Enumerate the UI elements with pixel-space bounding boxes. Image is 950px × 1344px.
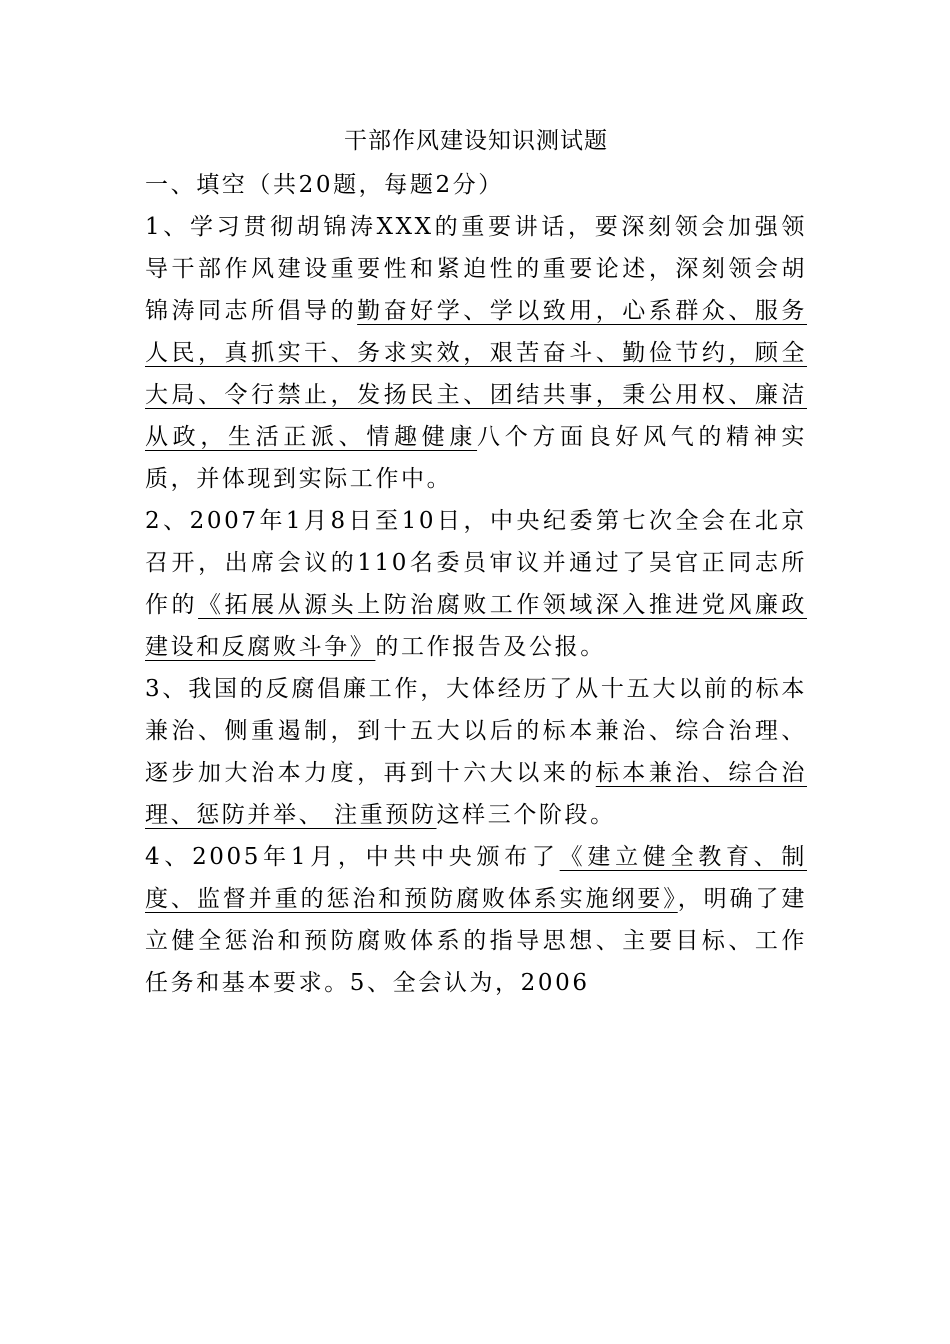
q4-text-before: 4、2005年1月，中共中央颁布了 [145, 844, 560, 870]
document-page [145, 122, 807, 1004]
question-1 [145, 206, 807, 500]
q2-answer: 《拓展从源头上防治腐败工作领域深入推进党风廉政建设和反腐败斗争》 [145, 592, 807, 660]
question-4 [145, 836, 807, 1004]
question-3 [145, 668, 807, 836]
q3-answer: 标本兼治、综合治理、惩防并举、 注重预防 [145, 760, 807, 828]
q2-text-before: 2、2007年1月8日至10日，中央纪委第七次全会在北京召开，出席会议的110名委员审议并通过了吴官正同志所作的 [145, 508, 807, 618]
section-heading: 一、填空（共20题，每题2分） [145, 172, 504, 198]
q4-answer: 《建立健全教育、制度、监督并重的惩治和预防腐败体系实施纲要》 [145, 844, 807, 912]
q3-text-after: 这样三个阶段。 [436, 802, 616, 828]
q4-text-after: ，明确了建立健全惩治和预防腐败体系的指导思想、主要目标、工作任务和基本要求。5、全会认为，2006 [145, 886, 807, 996]
q2-text-after: 的工作报告及公报。 [375, 634, 606, 660]
q1-text-before: 1、学习贯彻胡锦涛XXX的重要讲话，要深刻领会加强领导干部作风建设重要性和紧迫性的重要论述，深刻领会胡锦涛同志所倡导的 [145, 214, 807, 324]
document-title: 干部作风建设知识测试题 [344, 128, 608, 154]
q3-text-before: 3、我国的反腐倡廉工作，大体经历了从十五大以前的标本兼治、侧重遏制，到十五大以后的标本兼治、综合治理、逐步加大治本力度，再到十六大以来的 [145, 676, 807, 786]
q1-answer: 勤奋好学、学以致用，心系群众、服务人民，真抓实干、务求实效，艰苦奋斗、勤俭节约，顾全大局、令行禁止，发扬民主、团结共事，秉公用权、廉洁从政，生活正派、情趣健康 [145, 298, 807, 450]
q1-text-after: 八个方面良好风气的精神实质，并体现到实际工作中。 [145, 424, 808, 492]
question-2 [145, 500, 807, 668]
